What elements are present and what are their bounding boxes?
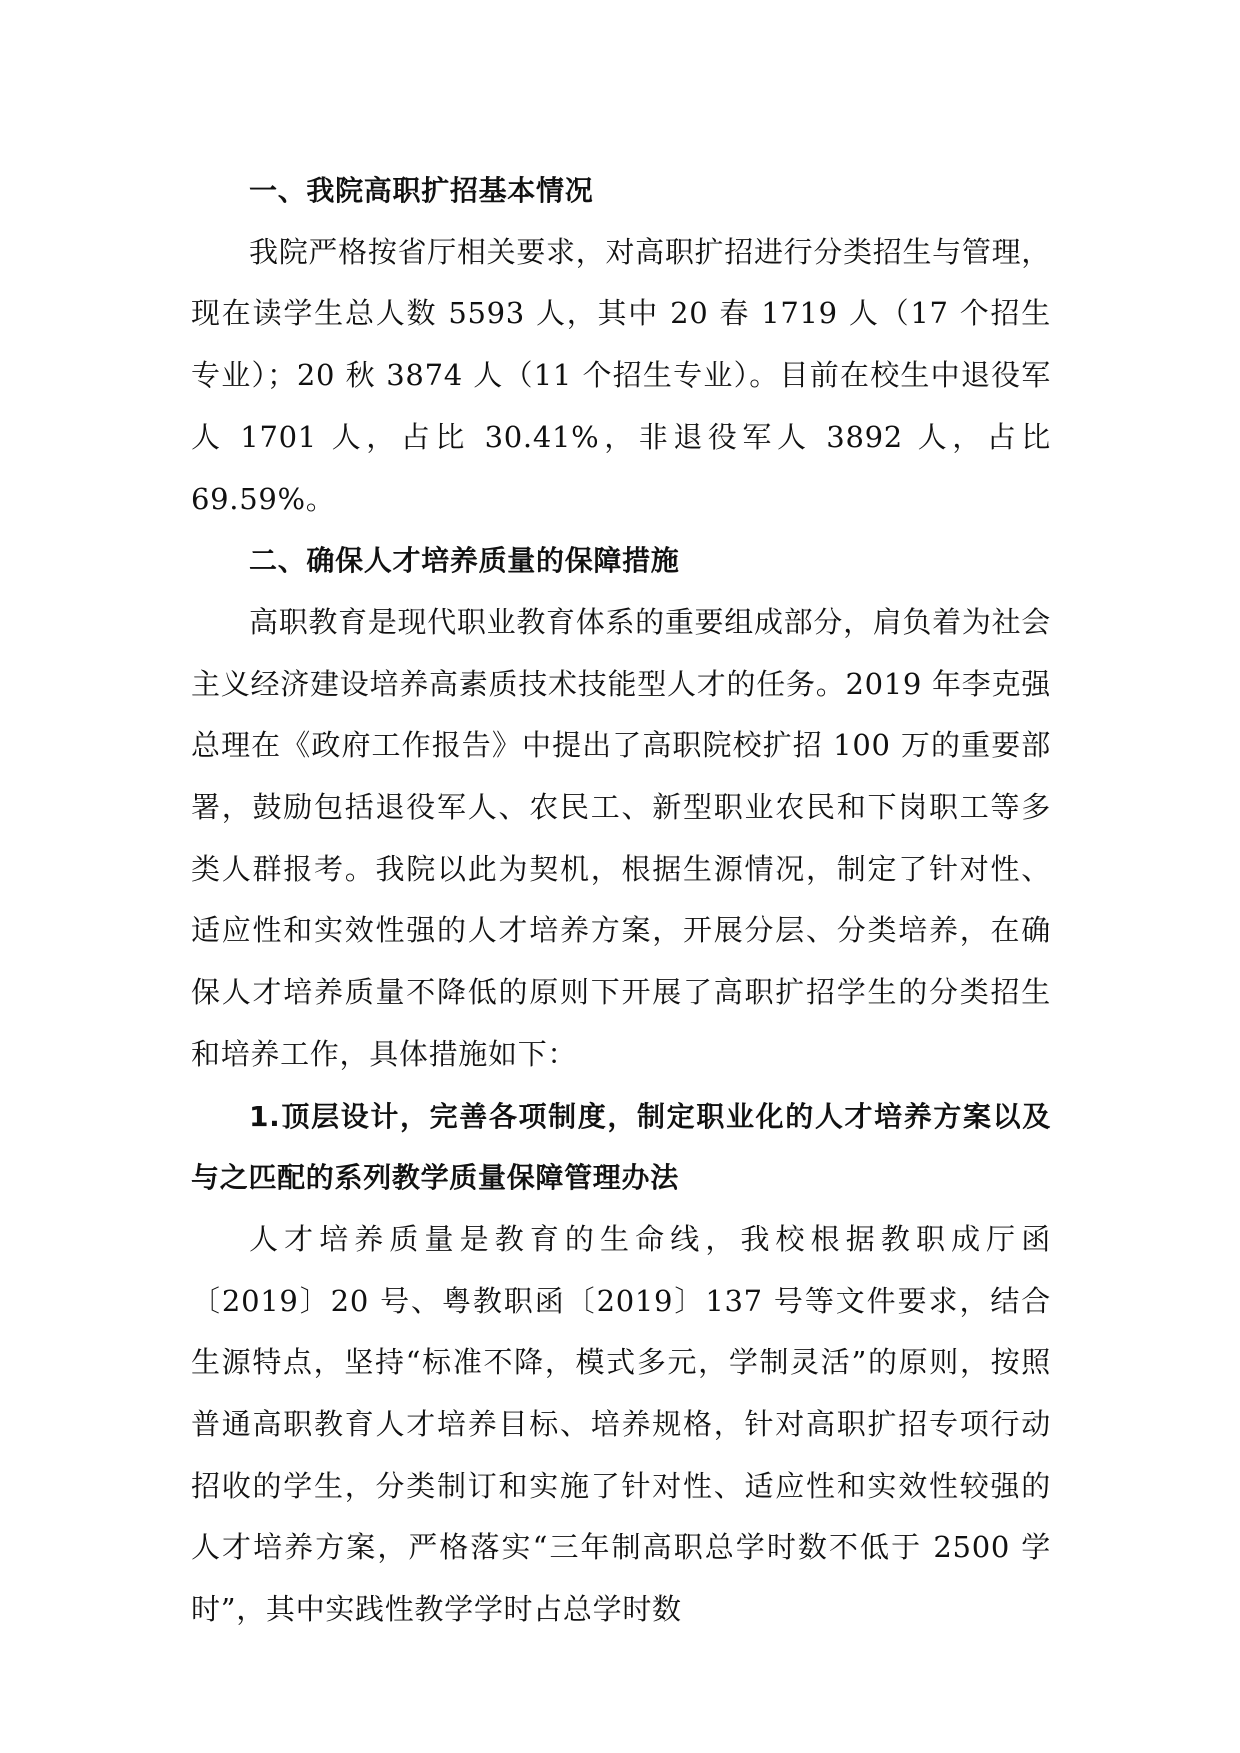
document-body bbox=[191, 160, 1051, 1641]
subsection1-paragraph: 人才培养质量是教育的生命线，我校根据教职成厅函〔2019〕20 号、粤教职函〔2019〕137 号等文件要求，结合生源特点，坚持“标准不降，模式多元，学制灵活”的原则，按照普通高职教育人才培养目标、培养规格，针对高职扩招专项行动招收的学生，分类制订和实施了针对性、适应性和实效性较强的人才培养方案，严格落实“三年制高职总学时数不低于 2500 学时”，其中实践性教学学时占总学时数 bbox=[191, 1221, 1051, 1627]
subsection1-heading: 1.顶层设计，完善各项制度，制定职业化的人才培养方案以及与之匹配的系列教学质量保障管理办法 bbox=[191, 1099, 1051, 1195]
section1-paragraph: 我院严格按省厅相关要求，对高职扩招进行分类招生与管理，现在读学生总人数 5593 人，其中 20 春 1719 人（17 个招生专业）；20 秋 3874 人（11 个招生专业）。目前在校生中退役军人 1701 人，占比 30.41%，非退役军人 3892 人，占比 69.59%。 bbox=[191, 234, 1051, 516]
section2-paragraph: 高职教育是现代职业教育体系的重要组成部分，肩负着为社会主义经济建设培养高素质技术技能型人才的任务。2019 年李克强总理在《政府工作报告》中提出了高职院校扩招 100 万的重要部署，鼓励包括退役军人、农民工、新型职业农民和下岗职工等多类人群报考。我院以此为契机，根据生源情况，制定了针对性、适应性和实效性强的人才培养方案，开展分层、分类培养，在确保人才培养质量不降低的原则下开展了高职扩招学生的分类招生和培养工作，具体措施如下： bbox=[191, 604, 1051, 1071]
section1-heading: 一、我院高职扩招基本情况 bbox=[249, 174, 594, 207]
section2-heading: 二、确保人才培养质量的保障措施 bbox=[249, 544, 680, 578]
